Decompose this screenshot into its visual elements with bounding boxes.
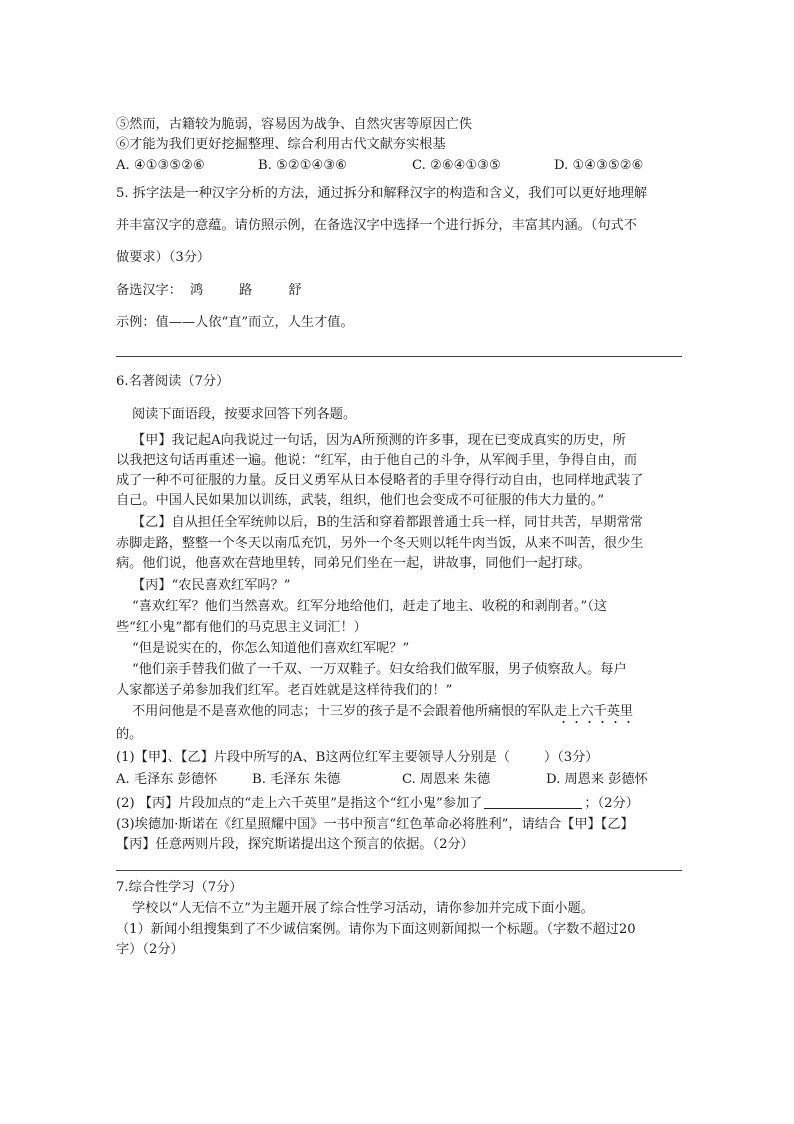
q6-title: 6.名著阅读（7分）: [116, 374, 230, 389]
q4-option-c: C. ②⑥④①③⑤: [412, 158, 501, 173]
q5-line-2: 并丰富汉字的意蕴。请仿照示例，在备选汉字中选择一个进行拆分，丰富其内涵。（句式不: [116, 218, 637, 233]
q6-closing-line: [132, 703, 633, 721]
q6-sub1-options: [116, 771, 686, 789]
q6-sub1-text: (1)【甲】、【乙】片段中所写的A、B这两位红军主要领导人分别是（: [116, 750, 510, 765]
q5-line-3: 做要求）（3分）: [116, 250, 211, 265]
q5-line-1: 5. 拆字法是一种汉字分析的方法，通过拆分和解释汉字的构造和含义，我们可以更好地理解: [116, 186, 648, 201]
q4-options: [116, 157, 686, 175]
q6-sub2-text: (2) 【丙】片段加点的“走上六千英里”是指这个“红小鬼”参加了: [116, 796, 483, 811]
q6-closing-text: 不用问他是不是喜欢他的同志；十三岁的孩子是不会跟着他所痛恨的军队: [132, 704, 554, 719]
q6-sub1-option-c: C. 周恩来 朱德: [402, 772, 491, 787]
q7-sub1-line-2: 字）（2分）: [116, 942, 184, 957]
q5-candidates: [116, 282, 338, 300]
q6-instruction: 阅读下面语段，按要求回答下列各题。: [132, 407, 357, 422]
q6-jia-line: 成了一种不可征服的力量。反日义勇军从日本侵略者的手里夺得行动自由，也同样地武装了: [116, 473, 644, 488]
q6-yi-line: 【乙】自从担任全军统帅以后，B的生活和穿着都跟普通士兵一样，同甘共苦，早期常常: [132, 515, 643, 530]
q6-sub1-points: ）（3分）: [543, 750, 599, 765]
q6-bing-line: “但是说实在的，你怎么知道他们喜欢红军呢？”: [132, 641, 410, 656]
q6-sub3-line-1: (3)埃德加·斯诺在《红星照耀中国》一书中预言“红色革命必将胜利”，请结合【甲】【乙】: [116, 817, 634, 832]
q6-sub3-line-2: 【丙】任意两则片段，探究斯诺提出这个预言的依据。（2分）: [116, 837, 474, 852]
q6-bing-line: “他们亲手替我们做了一千双、一万双鞋子。妇女给我们做军服，男子侦察敌人。每户: [132, 662, 627, 677]
q6-sub1: [116, 749, 599, 767]
q5-candidates-label: 备选汉字：: [116, 283, 182, 298]
q4-option-a: A. ④①③⑤②⑥: [116, 158, 205, 173]
q6-sub1-option-b: B. 毛泽东 朱德: [252, 772, 341, 787]
q6-yi-line: 赤脚走路，整整一个冬天以南瓜充饥，另外一个冬天则以牦牛肉当饭，从来不叫苦，很少生: [116, 536, 644, 551]
q5-example: 示例：值——人依“直”而立，人生才值。: [116, 315, 354, 330]
q6-sub2-points: ；（2分）: [584, 796, 639, 811]
q7-title: 7.综合性学习（7分）: [116, 880, 243, 895]
q6-jia-line: 【甲】我记起A向我说过一句话，因为A所预测的许多事，现在已变成真实的历史，所: [132, 433, 626, 448]
q6-sub2-answer-blank[interactable]: [484, 795, 582, 809]
q6-bing-line: 些“红小鬼”都有他们的马克思主义词汇！）: [116, 620, 367, 635]
q6-sub2: [116, 795, 639, 813]
q5-candidate-char: 路: [239, 283, 253, 298]
q5-candidate-char: 鸿: [189, 283, 204, 298]
section-divider: [116, 356, 682, 357]
q4-option-b: B. ⑤②①④③⑥: [258, 158, 348, 173]
q7-sub1-line-1: （1）新闻小组搜集到了不少诚信案例。请你为下面这则新闻拟一个标题。（字数不超过20: [116, 922, 636, 937]
q6-bing-line: “喜欢红军？他们当然喜欢。红军分地给他们，赶走了地主、收税的和剥削者。”（这: [132, 599, 608, 614]
q5-candidate-char: 舒: [288, 283, 302, 298]
q6-sub1-option-d: D. 周恩来 彭德怀: [546, 772, 648, 787]
q4-option-d: D. ①④③⑤②⑥: [554, 158, 644, 173]
q6-yi-line: 病。他们说，他喜欢在营地里转，同弟兄们坐在一起，讲故事，同他们一起打球。: [116, 556, 591, 571]
q6-closing-end: 的。: [116, 727, 143, 742]
q4-item-6: ⑥才能为我们更好挖掘整理、综合利用古代文献夯实根基: [116, 137, 446, 152]
q6-bing-line: 人家都送子弟参加我们红军。老百姓就是这样待我们的！”: [116, 683, 453, 698]
q6-jia-line: 以我把这句话再重述一遍。他说：“红军，由于他自己的斗争，从军阀手里，争得自由，而: [116, 453, 638, 468]
section-divider: [116, 870, 682, 871]
q6-jia-line: 自己。中国人民如果加以训练，武装，组织，他们也会变成不可征服的伟大力量的。”: [116, 493, 605, 508]
q4-item-5: ⑤然而，古籍较为脆弱，容易因为战争、自然灾害等原因亡佚: [116, 117, 473, 132]
q6-dotted-phrase: 走上六千英里: [554, 704, 634, 719]
q6-bing-line: 【丙】“农民喜欢红军吗？”: [132, 578, 291, 593]
q7-intro: 学校以“人无信不立”为主题开展了综合性学习活动，请你参加并完成下面小题。: [132, 901, 594, 916]
q6-sub1-option-a: A. 毛泽东 彭德怀: [116, 772, 218, 787]
